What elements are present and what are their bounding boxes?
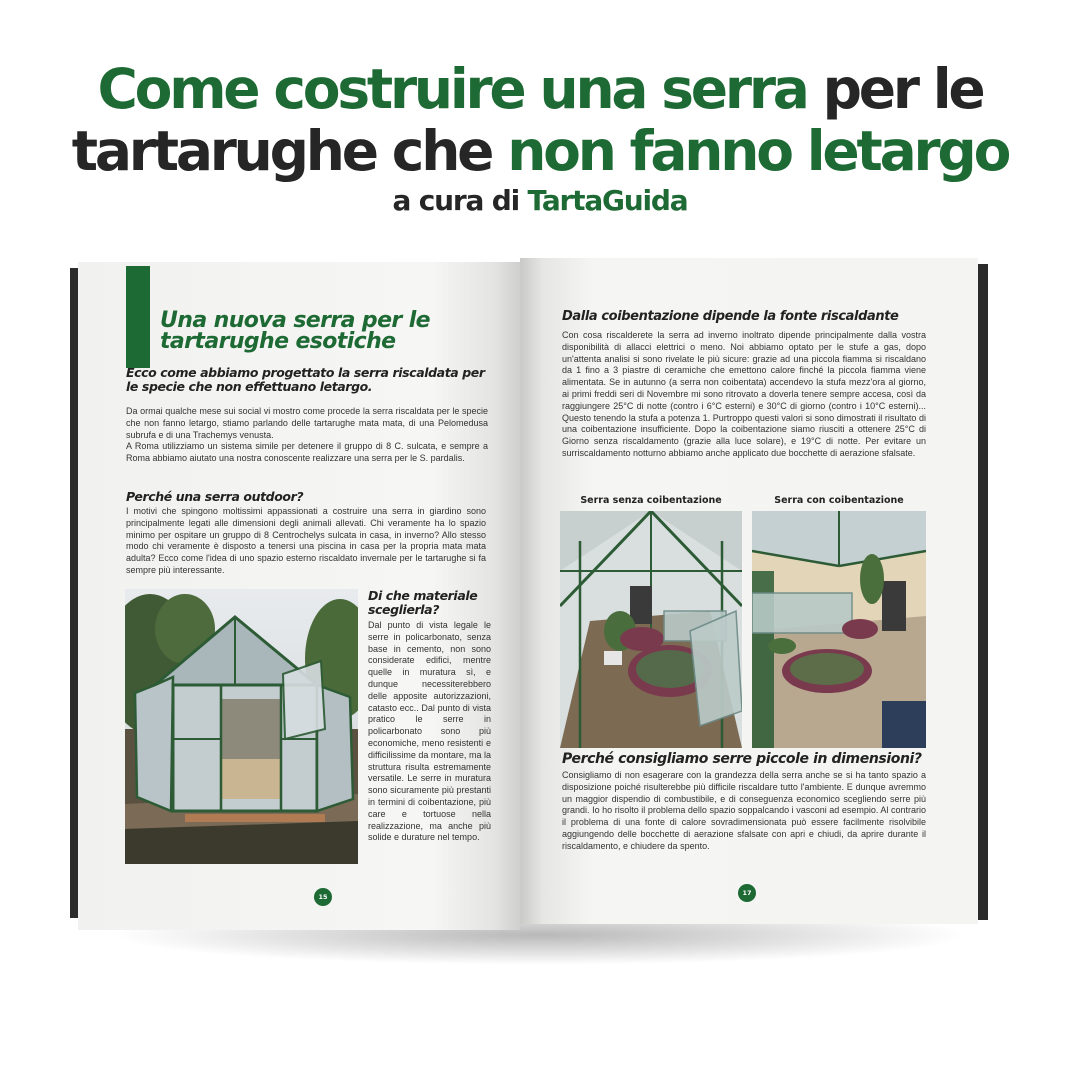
greenhouse-interior-uninsulated-photo	[560, 511, 742, 748]
interior-uninsulated-illustration	[560, 511, 742, 748]
headline-dark-part-2: tartarughe che	[71, 119, 492, 183]
byline-prefix: a cura di	[392, 184, 519, 217]
title-accent-bar	[126, 266, 150, 368]
right-section1-title: Dalla coibentazione dipende la fonte riscaldante	[562, 309, 899, 324]
headline-line-2	[0, 120, 1080, 182]
left-section1-title: Perché una serra outdoor?	[126, 489, 304, 504]
left-section1-text: I motivi che spingono moltissimi appassionati a costruire una serra in giardino sono principalmente legati alle dimensioni degli animali allevati. Chi veramente ha lo spazio minimo per ospitare un gruppo di 8 Centrochelys sulcata in casa, in inverno? Allo stesso modo chi veramente è disposto a tenersi una piscina in casa per la propria mata mata adulta? Ecco come l'idea di uno spazio esterno riscaldato invernale per le tartarughe si fa sempre più interessante.	[126, 506, 486, 575]
byline	[0, 184, 1080, 217]
headline-green-part-2: non fanno letargo	[507, 119, 1009, 183]
page-number-right: 17	[738, 884, 756, 902]
greenhouse-exterior-illustration	[125, 589, 358, 864]
right-page	[520, 258, 978, 924]
left-intro-text	[126, 406, 488, 465]
left-section2-text: Dal punto di vista legale le serre in policarbonato, senza base in cemento, non sono considerate edifici, mentre quelle in muratura sì, e dunque necessiterebbero delle apposite autorizzazioni, catasto ecc.. Dal punto di vista pratico le serre in policarbonato sono più economiche, meno resistenti e difficilissime da montare, ma la struttura risulta estremamente versatile. Le serre in muratura sono sicuramente più prestanti in termini di coibentazione, più care e tortuose nella realizzazione, ma anche più solide e durature nel tempo.	[368, 620, 491, 843]
left-page-title: Una nuova serra per le tartarughe esotiche	[160, 308, 430, 354]
greenhouse-exterior-photo	[125, 589, 358, 864]
caption-with-insulation: Serra con coibentazione	[774, 495, 904, 506]
right-section2-title: Perché consigliamo serre piccole in dimensioni?	[562, 751, 922, 767]
headline-dark-part-1: per le	[822, 57, 983, 121]
left-page	[78, 262, 520, 930]
interior-insulated-illustration	[752, 511, 926, 748]
headline-green-part-1: Come costruire una serra	[97, 57, 807, 121]
right-section1-text: Con cosa riscalderete la serra ad inverno inoltrato dipende principalmente dalla vostra disponibilità di allacci elettrici o meno. Noi abbiamo optato per le stufe a gas, dopo un'attenta analisi si sono rivelate le più sicure: grazie ad una piccola fiamma si riscaldano da 1 fino a 3 piastre di ceramiche che emettono calore finché la piccola fiamma viene alimentata. Se in autunno (a serra non coibentata) accendevo la stufa mezz'ora al giorno, ai primi freddi seri di Novembre mi sono ritrovato a doverla tenere sempre accesa, così da raggiungere 25°C di notte (contro i 6°C esterni) e 30°C di giorno (contro i 10°C esterni)... Questo tenendo la stufa a potenza 1. Purtroppo questi valori si sono dimostrati il risultato di una coibentazione insufficiente. Dopo la coibentazione siamo riusciti a ottenere 25°C di Giorno senza riscaldamento (grazie alla luce solare), e 19°C di notte. Per evitare un surriscaldamento notturno abbiamo anche applicato due bocchette di aerazione sfalsate.	[562, 330, 926, 458]
right-section2-text: Consigliamo di non esagerare con la grandezza della serra anche se si ha tanto spazio a disposizione poiché risulterebbe più difficile riscaldare tutto l'ambiente. E dunque avremmo un maggior dispendio di combustibile, e di conseguenza economico scegliendo serre più grandi. Io ho risolto il problema dello spazio soppalcando i vasconi ad esempio. Al contrario il problema di una fonte di calore sovradimensionata può essere facilmente risolvibile aggiungendo delle bocchette di aerazione sfalsate con apri e chiudi, da aprire durante il riscaldamento, e chiudere da spento.	[562, 770, 926, 851]
left-section2-title: Di che materiale sceglierla?	[368, 588, 478, 617]
headline-line-1	[0, 58, 1080, 120]
caption-without-insulation: Serra senza coibentazione	[580, 495, 722, 506]
greenhouse-interior-insulated-photo	[752, 511, 926, 748]
headline	[0, 58, 1080, 182]
byline-brand: TartaGuida	[527, 184, 688, 217]
left-page-subtitle: Ecco come abbiamo progettato la serra riscaldata per le specie che non effettuano letargo.	[126, 365, 485, 394]
left-intro-paragraph-1: Da ormai qualche mese sui social vi mostro come procede la serra riscaldata per le specie che non fanno letargo, stiamo parlando delle tartarughe mata mata, di una Pelomedusa subrufa e di una Trachemys venusta.	[126, 406, 488, 440]
page-number-left: 15	[314, 888, 332, 906]
left-intro-paragraph-2: A Roma utilizziamo un sistema simile per detenere il gruppo di 8 C. sulcata, e sempre a Roma abbiamo aiutato una nostra conoscente realizzare una serra per le S. pardalis.	[126, 441, 488, 464]
